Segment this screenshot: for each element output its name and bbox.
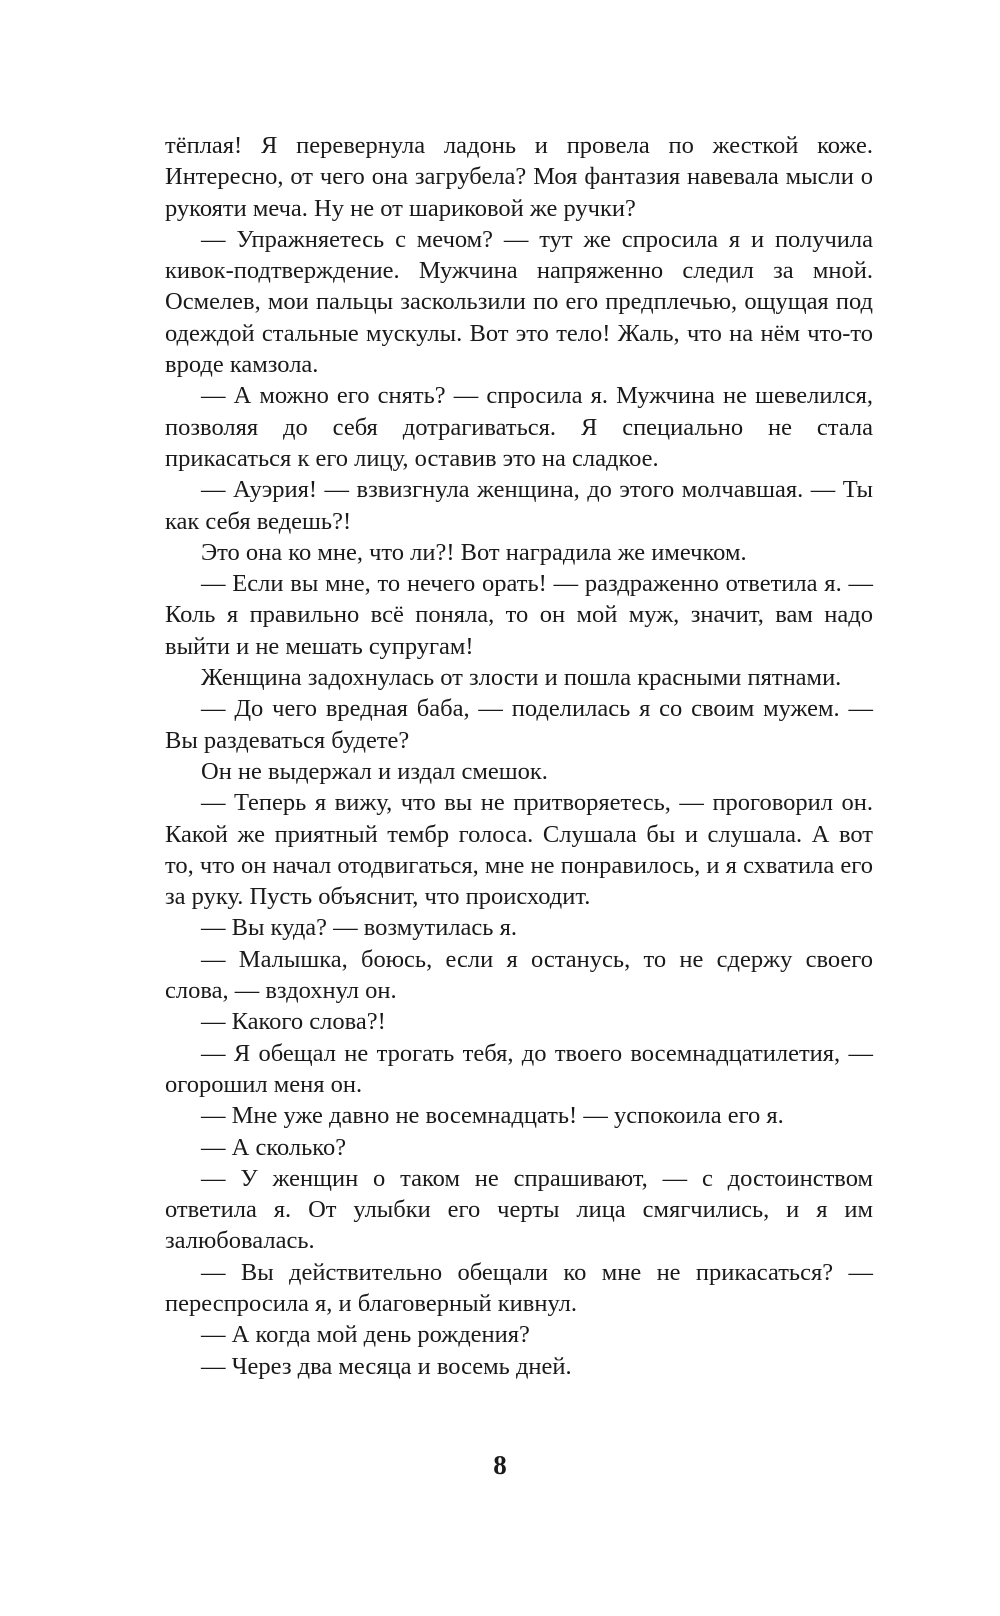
paragraph: — Малышка, боюсь, если я останусь, то не сдержу своего слова, — вздохнул он. [165, 945, 873, 1005]
paragraph: — Я обещал не трогать тебя, до твоего восемнадцатилетия, — огорошил меня он. [165, 1039, 873, 1098]
paragraph: тёплая! Я перевернула ладонь и провела по жесткой коже. Интересно, от чего она загрубела? Моя фантазия навевала мысли о рукояти меча. Ну не от шариковой же ручки? [165, 132, 873, 222]
paragraph: — Упражняетесь с мечом? — тут же спросила я и получила кивок-подтверждение. Мужчина напряженно следил за мной. Осмелев, мои пальцы заскользили по его предплечью, ощущая под одеждой стальные мускулы. Вот это тело! Жаль, что на нём что-то вроде камзола. [165, 225, 873, 379]
paragraph: — Вы действительно обещали ко мне не прикасаться? — переспросила я, и благоверный кивнул. [165, 1258, 873, 1317]
paragraph: — А сколько? [201, 1133, 347, 1161]
paragraph: — А когда мой день рождения? [201, 1321, 530, 1349]
paragraph: — До чего вредная баба, — поделилась я со своим мужем. — Вы раздеваться будете? [165, 695, 873, 754]
paragraph: — Теперь я вижу, что вы не притворяетесь, — проговорил он. Какой же приятный тембр голоса. Слушала бы и слушала. А вот то, что он начал отодвигаться, мне не понравилось, и я схватила его за руку. Пусть объяснит, что происходит. [165, 789, 873, 911]
paragraph: — Вы куда? — возмутилась я. [201, 914, 517, 942]
paragraph: — А можно его снять? — спросила я. Мужчина не шевелился, позволяя до себя дотрагиваться. Я специально не стала прикасаться к его лицу, оставив это на сладкое. [165, 382, 873, 472]
paragraph: — У женщин о таком не спрашивают, — с достоинством ответила я. От улыбки его черты лица смягчились, и я им залюбовалась. [165, 1164, 873, 1255]
paragraph: — Мне уже давно не восемнадцать! — успокоила его я. [201, 1102, 784, 1130]
paragraph: Он не выдержал и издал смешок. [201, 757, 548, 785]
paragraph: — Если вы мне, то нечего орать! — раздраженно ответила я. — Коль я правильно всё поняла, то он мой муж, значит, вам надо выйти и не мешать супругам! [165, 570, 873, 660]
paragraph: — Какого слова?! [201, 1008, 386, 1036]
paragraph: — Через два месяца и восемь дней. [201, 1352, 572, 1380]
page-number: 8 [493, 1450, 507, 1480]
paragraph: Женщина задохнулась от злости и пошла красными пятнами. [201, 664, 842, 692]
paragraph: — Ауэрия! — взвизгнула женщина, до этого молчавшая. — Ты как себя ведешь?! [165, 476, 873, 535]
page-text [165, 130, 873, 1382]
paragraph: Это она ко мне, что ли?! Вот наградила же имечком. [201, 538, 747, 566]
